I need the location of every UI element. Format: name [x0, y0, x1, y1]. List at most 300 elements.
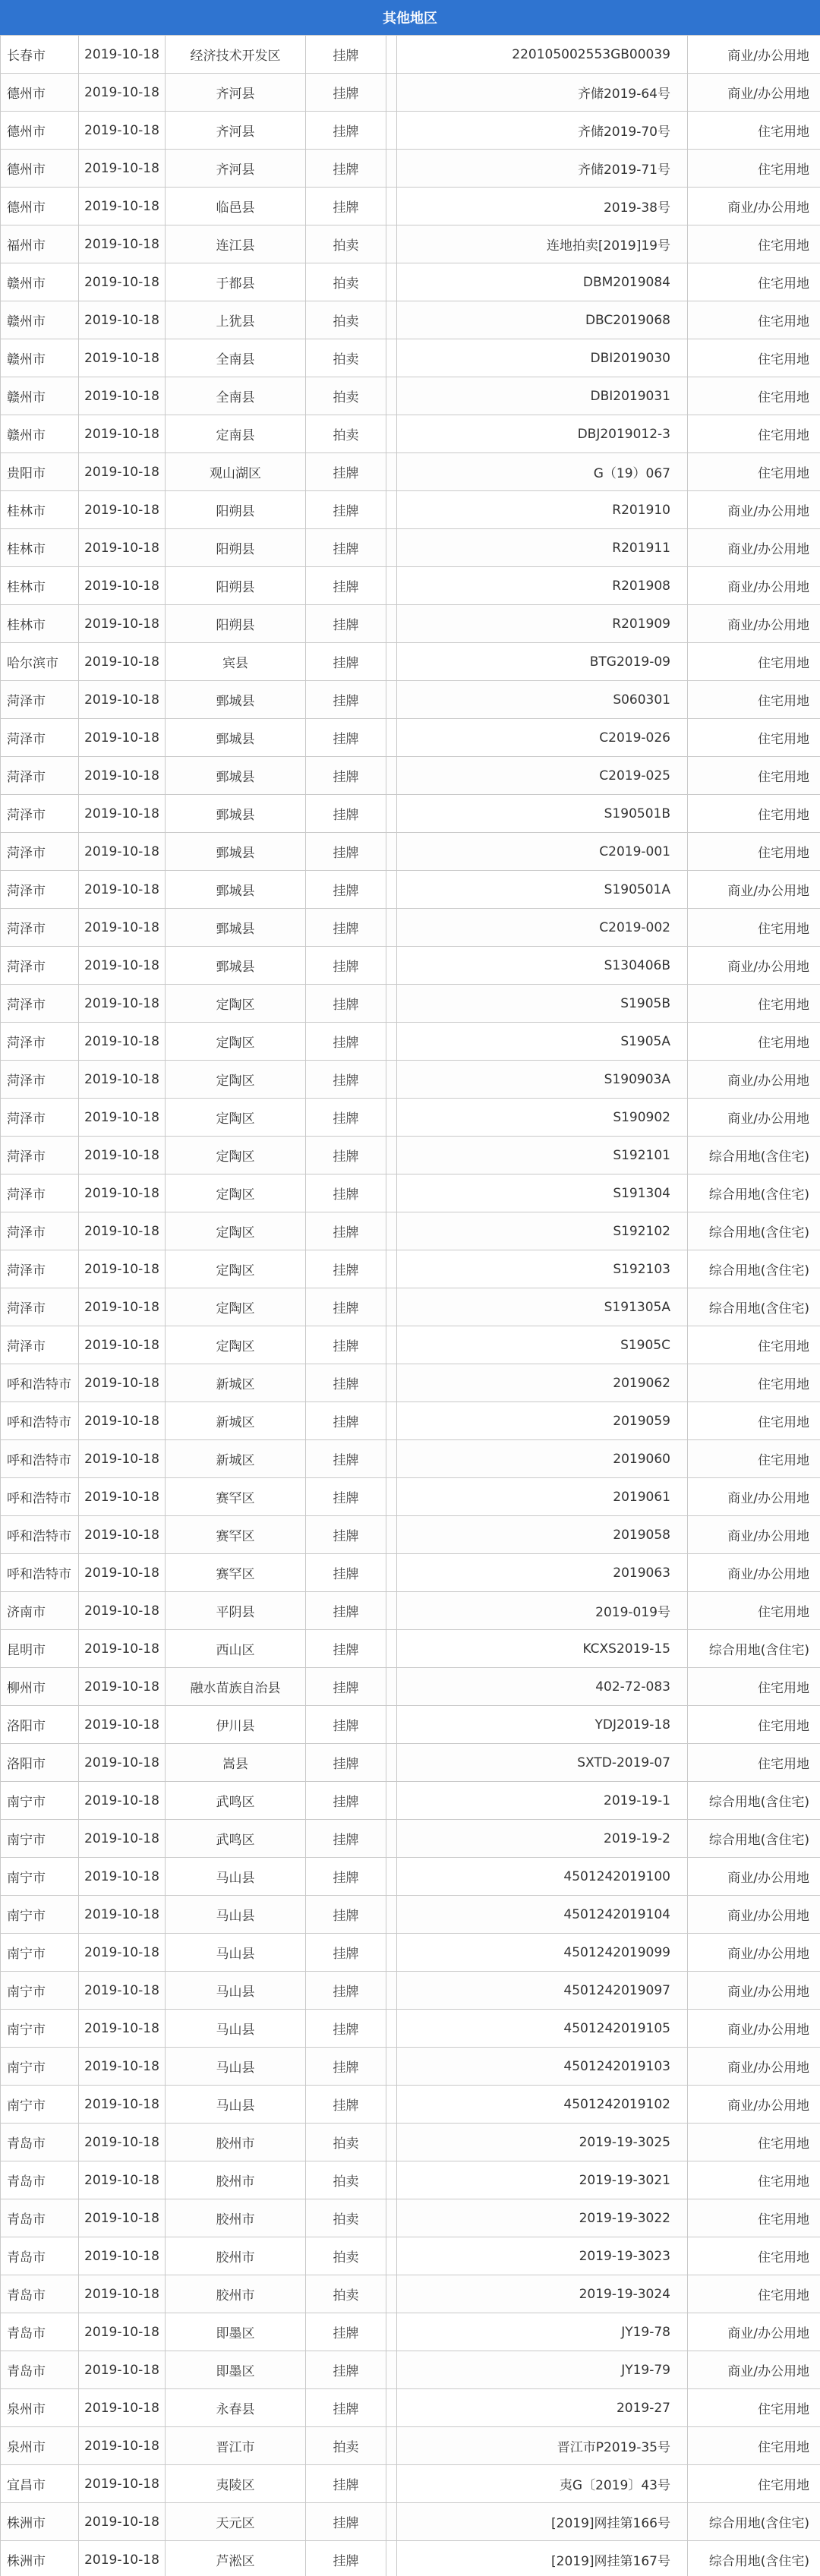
parcel-id-cell: 4501242019102 — [397, 2086, 688, 2124]
city-cell: 福州市 — [1, 225, 79, 263]
table-row — [1, 1668, 820, 1706]
spacer-cell — [386, 1706, 397, 1744]
parcel-id-cell: S192103 — [397, 1250, 688, 1288]
city-cell: 泉州市 — [1, 2389, 79, 2427]
date-cell: 2019-10-18 — [79, 2161, 166, 2199]
spacer-cell — [386, 681, 397, 719]
table-row — [1, 1630, 820, 1668]
parcel-id-cell: DBM2019084 — [397, 263, 688, 301]
date-cell: 2019-10-18 — [79, 643, 166, 681]
district-cell: 胶州市 — [166, 2161, 306, 2199]
parcel-id-cell: 4501242019097 — [397, 1972, 688, 2010]
table-row — [1, 112, 820, 150]
city-cell: 南宁市 — [1, 1972, 79, 2010]
date-cell: 2019-10-18 — [79, 150, 166, 188]
date-cell: 2019-10-18 — [79, 1706, 166, 1744]
table-row — [1, 1820, 820, 1858]
spacer-cell — [386, 985, 397, 1023]
table-row — [1, 1137, 820, 1174]
table-row — [1, 985, 820, 1023]
land-use-cell: 商业/办公用地 — [688, 1061, 820, 1099]
parcel-id-cell: 2019062 — [397, 1364, 688, 1402]
land-use-cell: 商业/办公用地 — [688, 947, 820, 985]
parcel-id-cell: R201908 — [397, 567, 688, 605]
date-cell: 2019-10-18 — [79, 757, 166, 795]
table-row — [1, 150, 820, 188]
table-row — [1, 1440, 820, 1478]
district-cell: 芦淞区 — [166, 2541, 306, 2576]
method-cell: 挂牌 — [306, 1972, 386, 2010]
spacer-cell — [386, 795, 397, 833]
city-cell: 赣州市 — [1, 339, 79, 377]
district-cell: 马山县 — [166, 2010, 306, 2048]
city-cell: 贵阳市 — [1, 453, 79, 491]
date-cell: 2019-10-18 — [79, 1023, 166, 1061]
spacer-cell — [386, 719, 397, 757]
land-use-cell: 住宅用地 — [688, 1402, 820, 1440]
district-cell: 赛罕区 — [166, 1554, 306, 1592]
city-cell: 德州市 — [1, 112, 79, 150]
parcel-id-cell: 齐储2019-64号 — [397, 74, 688, 112]
land-use-cell: 商业/办公用地 — [688, 491, 820, 529]
district-cell: 天元区 — [166, 2503, 306, 2541]
district-cell: 定陶区 — [166, 1099, 306, 1137]
district-cell: 马山县 — [166, 1972, 306, 2010]
district-cell: 鄄城县 — [166, 909, 306, 947]
district-cell: 新城区 — [166, 1440, 306, 1478]
spacer-cell — [386, 1592, 397, 1630]
city-cell: 菏泽市 — [1, 909, 79, 947]
city-cell: 呼和浩特市 — [1, 1478, 79, 1516]
district-cell: 定陶区 — [166, 1023, 306, 1061]
district-cell: 胶州市 — [166, 2275, 306, 2313]
parcel-id-cell: R201911 — [397, 529, 688, 567]
district-cell: 新城区 — [166, 1402, 306, 1440]
parcel-id-cell: 4501242019103 — [397, 2048, 688, 2086]
spacer-cell — [386, 1858, 397, 1896]
spacer-cell — [386, 1478, 397, 1516]
district-cell: 鄄城县 — [166, 947, 306, 985]
land-use-cell: 商业/办公用地 — [688, 1099, 820, 1137]
section-title — [0, 0, 820, 35]
parcel-id-cell: 2019059 — [397, 1402, 688, 1440]
table-row — [1, 2541, 820, 2576]
table-row — [1, 1478, 820, 1516]
date-cell: 2019-10-18 — [79, 1061, 166, 1099]
table-row — [1, 263, 820, 301]
city-cell: 菏泽市 — [1, 757, 79, 795]
district-cell: 阳朔县 — [166, 529, 306, 567]
table-row — [1, 529, 820, 567]
city-cell: 德州市 — [1, 150, 79, 188]
parcel-id-cell: JY19-78 — [397, 2313, 688, 2351]
table-row — [1, 1174, 820, 1212]
spacer-cell — [386, 2010, 397, 2048]
spacer-cell — [386, 263, 397, 301]
district-cell: 鄄城县 — [166, 795, 306, 833]
land-use-cell: 住宅用地 — [688, 795, 820, 833]
method-cell: 挂牌 — [306, 2465, 386, 2503]
parcel-id-cell: S190501B — [397, 795, 688, 833]
land-use-cell: 商业/办公用地 — [688, 2351, 820, 2389]
method-cell: 拍卖 — [306, 2275, 386, 2313]
method-cell: 挂牌 — [306, 643, 386, 681]
city-cell: 南宁市 — [1, 2048, 79, 2086]
land-use-cell: 商业/办公用地 — [688, 1554, 820, 1592]
district-cell: 胶州市 — [166, 2237, 306, 2275]
city-cell: 呼和浩特市 — [1, 1440, 79, 1478]
city-cell: 菏泽市 — [1, 1212, 79, 1250]
land-use-cell: 商业/办公用地 — [688, 36, 820, 74]
land-use-cell: 商业/办公用地 — [688, 605, 820, 643]
district-cell: 西山区 — [166, 1630, 306, 1668]
city-cell: 桂林市 — [1, 605, 79, 643]
city-cell: 菏泽市 — [1, 719, 79, 757]
district-cell: 胶州市 — [166, 2199, 306, 2237]
city-cell: 宜昌市 — [1, 2465, 79, 2503]
land-use-cell: 综合用地(含住宅) — [688, 1212, 820, 1250]
method-cell: 拍卖 — [306, 263, 386, 301]
date-cell: 2019-10-18 — [79, 2124, 166, 2161]
method-cell: 拍卖 — [306, 2124, 386, 2161]
method-cell: 挂牌 — [306, 2351, 386, 2389]
method-cell: 挂牌 — [306, 491, 386, 529]
date-cell: 2019-10-18 — [79, 453, 166, 491]
parcel-id-cell: G（19）067 — [397, 453, 688, 491]
parcel-id-cell: DBC2019068 — [397, 301, 688, 339]
land-use-cell: 住宅用地 — [688, 2275, 820, 2313]
parcel-id-cell: S1905A — [397, 1023, 688, 1061]
parcel-id-cell: R201909 — [397, 605, 688, 643]
method-cell: 挂牌 — [306, 2086, 386, 2124]
parcel-id-cell: S191304 — [397, 1174, 688, 1212]
city-cell: 呼和浩特市 — [1, 1402, 79, 1440]
land-use-cell: 商业/办公用地 — [688, 74, 820, 112]
land-use-cell: 住宅用地 — [688, 150, 820, 188]
land-use-cell: 商业/办公用地 — [688, 2010, 820, 2048]
table-row — [1, 2503, 820, 2541]
district-cell: 马山县 — [166, 1858, 306, 1896]
district-cell: 伊川县 — [166, 1706, 306, 1744]
spacer-cell — [386, 2427, 397, 2465]
land-use-cell: 住宅用地 — [688, 263, 820, 301]
district-cell: 定陶区 — [166, 1250, 306, 1288]
parcel-id-cell: 齐储2019-70号 — [397, 112, 688, 150]
method-cell: 挂牌 — [306, 2389, 386, 2427]
date-cell: 2019-10-18 — [79, 1782, 166, 1820]
table-row — [1, 1934, 820, 1972]
parcel-id-cell: 晋江市P2019-35号 — [397, 2427, 688, 2465]
method-cell: 挂牌 — [306, 2503, 386, 2541]
district-cell: 定陶区 — [166, 1061, 306, 1099]
spacer-cell — [386, 1744, 397, 1782]
spacer-cell — [386, 74, 397, 112]
parcel-id-cell: S1905C — [397, 1326, 688, 1364]
land-use-cell: 商业/办公用地 — [688, 1516, 820, 1554]
table-row — [1, 74, 820, 112]
method-cell: 挂牌 — [306, 1858, 386, 1896]
spacer-cell — [386, 2351, 397, 2389]
date-cell: 2019-10-18 — [79, 947, 166, 985]
date-cell: 2019-10-18 — [79, 1554, 166, 1592]
city-cell: 菏泽市 — [1, 1099, 79, 1137]
land-use-cell: 综合用地(含住宅) — [688, 1250, 820, 1288]
table-row — [1, 1744, 820, 1782]
district-cell: 经济技术开发区 — [166, 36, 306, 74]
table-row — [1, 225, 820, 263]
parcel-id-cell: S192102 — [397, 1212, 688, 1250]
table-row — [1, 2010, 820, 2048]
city-cell: 桂林市 — [1, 529, 79, 567]
land-use-cell: 住宅用地 — [688, 643, 820, 681]
table-row — [1, 1061, 820, 1099]
parcel-id-cell: 2019060 — [397, 1440, 688, 1478]
table-row — [1, 1212, 820, 1250]
method-cell: 拍卖 — [306, 415, 386, 453]
district-cell: 鄄城县 — [166, 833, 306, 871]
date-cell: 2019-10-18 — [79, 985, 166, 1023]
district-cell: 齐河县 — [166, 74, 306, 112]
parcel-id-cell: S060301 — [397, 681, 688, 719]
land-use-cell: 住宅用地 — [688, 1668, 820, 1706]
parcel-id-cell: 2019-27 — [397, 2389, 688, 2427]
table-row — [1, 1516, 820, 1554]
table-row — [1, 1288, 820, 1326]
parcel-id-cell: R201910 — [397, 491, 688, 529]
table-row — [1, 795, 820, 833]
city-cell: 德州市 — [1, 74, 79, 112]
date-cell: 2019-10-18 — [79, 1440, 166, 1478]
district-cell: 即墨区 — [166, 2313, 306, 2351]
parcel-id-cell: KCXS2019-15 — [397, 1630, 688, 1668]
table-row — [1, 415, 820, 453]
spacer-cell — [386, 112, 397, 150]
table-row — [1, 1099, 820, 1137]
district-cell: 武鸣区 — [166, 1820, 306, 1858]
parcel-id-cell: S190903A — [397, 1061, 688, 1099]
city-cell: 菏泽市 — [1, 1174, 79, 1212]
land-use-cell: 住宅用地 — [688, 985, 820, 1023]
date-cell: 2019-10-18 — [79, 339, 166, 377]
date-cell: 2019-10-18 — [79, 188, 166, 225]
district-cell: 鄄城县 — [166, 871, 306, 909]
land-use-cell: 住宅用地 — [688, 681, 820, 719]
land-use-cell: 商业/办公用地 — [688, 871, 820, 909]
city-cell: 南宁市 — [1, 2010, 79, 2048]
date-cell: 2019-10-18 — [79, 681, 166, 719]
table-row — [1, 1706, 820, 1744]
parcel-id-cell: 220105002553GB00039 — [397, 36, 688, 74]
district-cell: 胶州市 — [166, 2124, 306, 2161]
spacer-cell — [386, 2389, 397, 2427]
method-cell: 挂牌 — [306, 833, 386, 871]
district-cell: 定陶区 — [166, 985, 306, 1023]
table-row — [1, 2275, 820, 2313]
date-cell: 2019-10-18 — [79, 2237, 166, 2275]
section-title-text: 其他地区 — [383, 11, 437, 27]
method-cell: 挂牌 — [306, 1023, 386, 1061]
district-cell: 连江县 — [166, 225, 306, 263]
district-cell: 观山湖区 — [166, 453, 306, 491]
method-cell: 挂牌 — [306, 2010, 386, 2048]
method-cell: 挂牌 — [306, 1896, 386, 1934]
city-cell: 菏泽市 — [1, 1250, 79, 1288]
land-use-cell: 住宅用地 — [688, 1592, 820, 1630]
spacer-cell — [386, 2086, 397, 2124]
city-cell: 南宁市 — [1, 1820, 79, 1858]
district-cell: 定南县 — [166, 415, 306, 453]
spacer-cell — [386, 2124, 397, 2161]
method-cell: 挂牌 — [306, 605, 386, 643]
spacer-cell — [386, 1137, 397, 1174]
parcel-id-cell: S190501A — [397, 871, 688, 909]
land-use-cell: 商业/办公用地 — [688, 1478, 820, 1516]
district-cell: 即墨区 — [166, 2351, 306, 2389]
land-use-cell: 商业/办公用地 — [688, 2313, 820, 2351]
land-use-cell: 商业/办公用地 — [688, 2086, 820, 2124]
land-use-cell: 综合用地(含住宅) — [688, 1820, 820, 1858]
spacer-cell — [386, 1326, 397, 1364]
city-cell: 青岛市 — [1, 2161, 79, 2199]
date-cell: 2019-10-18 — [79, 2351, 166, 2389]
land-use-cell: 商业/办公用地 — [688, 188, 820, 225]
table-row — [1, 2465, 820, 2503]
table-row — [1, 2313, 820, 2351]
land-use-cell: 住宅用地 — [688, 453, 820, 491]
date-cell: 2019-10-18 — [79, 415, 166, 453]
city-cell: 株洲市 — [1, 2503, 79, 2541]
district-cell: 阳朔县 — [166, 567, 306, 605]
method-cell: 挂牌 — [306, 1099, 386, 1137]
method-cell: 挂牌 — [306, 1706, 386, 1744]
date-cell: 2019-10-18 — [79, 263, 166, 301]
date-cell: 2019-10-18 — [79, 1858, 166, 1896]
method-cell: 挂牌 — [306, 2048, 386, 2086]
parcel-id-cell: 2019-19-3021 — [397, 2161, 688, 2199]
table-row — [1, 301, 820, 339]
spacer-cell — [386, 2237, 397, 2275]
parcel-id-cell: 2019-19-1 — [397, 1782, 688, 1820]
city-cell: 菏泽市 — [1, 1137, 79, 1174]
city-cell: 桂林市 — [1, 491, 79, 529]
table-row — [1, 909, 820, 947]
city-cell: 菏泽市 — [1, 1023, 79, 1061]
spacer-cell — [386, 1516, 397, 1554]
date-cell: 2019-10-18 — [79, 1364, 166, 1402]
city-cell: 菏泽市 — [1, 1061, 79, 1099]
parcel-id-cell: DBI2019030 — [397, 339, 688, 377]
spacer-cell — [386, 1288, 397, 1326]
city-cell: 桂林市 — [1, 567, 79, 605]
parcel-id-cell: 2019-19-3024 — [397, 2275, 688, 2313]
land-use-cell: 住宅用地 — [688, 301, 820, 339]
spacer-cell — [386, 1061, 397, 1099]
date-cell: 2019-10-18 — [79, 2427, 166, 2465]
spacer-cell — [386, 1668, 397, 1706]
method-cell: 挂牌 — [306, 1250, 386, 1288]
date-cell: 2019-10-18 — [79, 112, 166, 150]
land-use-cell: 住宅用地 — [688, 1326, 820, 1364]
district-cell: 赛罕区 — [166, 1516, 306, 1554]
method-cell: 拍卖 — [306, 377, 386, 415]
date-cell: 2019-10-18 — [79, 377, 166, 415]
method-cell: 挂牌 — [306, 1820, 386, 1858]
method-cell: 挂牌 — [306, 112, 386, 150]
district-cell: 定陶区 — [166, 1212, 306, 1250]
spacer-cell — [386, 1440, 397, 1478]
table-row — [1, 1554, 820, 1592]
land-use-cell: 综合用地(含住宅) — [688, 2503, 820, 2541]
method-cell: 挂牌 — [306, 1364, 386, 1402]
spacer-cell — [386, 1820, 397, 1858]
parcel-id-cell: [2019]网挂第166号 — [397, 2503, 688, 2541]
parcel-id-cell: [2019]网挂第167号 — [397, 2541, 688, 2576]
table-row — [1, 719, 820, 757]
city-cell: 菏泽市 — [1, 1288, 79, 1326]
land-use-cell: 住宅用地 — [688, 1744, 820, 1782]
district-cell: 融水苗族自治县 — [166, 1668, 306, 1706]
city-cell: 德州市 — [1, 188, 79, 225]
method-cell: 挂牌 — [306, 188, 386, 225]
spacer-cell — [386, 757, 397, 795]
city-cell: 长春市 — [1, 36, 79, 74]
land-table — [0, 35, 820, 2576]
spacer-cell — [386, 188, 397, 225]
city-cell: 青岛市 — [1, 2275, 79, 2313]
spacer-cell — [386, 2541, 397, 2576]
land-use-cell: 住宅用地 — [688, 377, 820, 415]
method-cell: 拍卖 — [306, 2427, 386, 2465]
method-cell: 拍卖 — [306, 301, 386, 339]
date-cell: 2019-10-18 — [79, 1592, 166, 1630]
city-cell: 济南市 — [1, 1592, 79, 1630]
city-cell: 南宁市 — [1, 1934, 79, 1972]
land-use-cell: 商业/办公用地 — [688, 2048, 820, 2086]
date-cell: 2019-10-18 — [79, 567, 166, 605]
table-row — [1, 681, 820, 719]
method-cell: 拍卖 — [306, 339, 386, 377]
district-cell: 马山县 — [166, 1896, 306, 1934]
spacer-cell — [386, 1782, 397, 1820]
table-row — [1, 1896, 820, 1934]
spacer-cell — [386, 2161, 397, 2199]
spacer-cell — [386, 36, 397, 74]
date-cell: 2019-10-18 — [79, 1250, 166, 1288]
table-row — [1, 491, 820, 529]
land-use-cell: 住宅用地 — [688, 2199, 820, 2237]
parcel-id-cell: 4501242019105 — [397, 2010, 688, 2048]
method-cell: 挂牌 — [306, 150, 386, 188]
land-use-cell: 综合用地(含住宅) — [688, 2541, 820, 2576]
land-use-cell: 住宅用地 — [688, 2389, 820, 2427]
city-cell: 青岛市 — [1, 2199, 79, 2237]
city-cell: 赣州市 — [1, 301, 79, 339]
method-cell: 挂牌 — [306, 1326, 386, 1364]
district-cell: 上犹县 — [166, 301, 306, 339]
method-cell: 拍卖 — [306, 2199, 386, 2237]
district-cell: 嵩县 — [166, 1744, 306, 1782]
city-cell: 赣州市 — [1, 415, 79, 453]
city-cell: 菏泽市 — [1, 947, 79, 985]
spacer-cell — [386, 1934, 397, 1972]
city-cell: 菏泽市 — [1, 795, 79, 833]
parcel-id-cell: S1905B — [397, 985, 688, 1023]
district-cell: 永春县 — [166, 2389, 306, 2427]
method-cell: 挂牌 — [306, 2313, 386, 2351]
date-cell: 2019-10-18 — [79, 1326, 166, 1364]
district-cell: 马山县 — [166, 2048, 306, 2086]
district-cell: 夷陵区 — [166, 2465, 306, 2503]
